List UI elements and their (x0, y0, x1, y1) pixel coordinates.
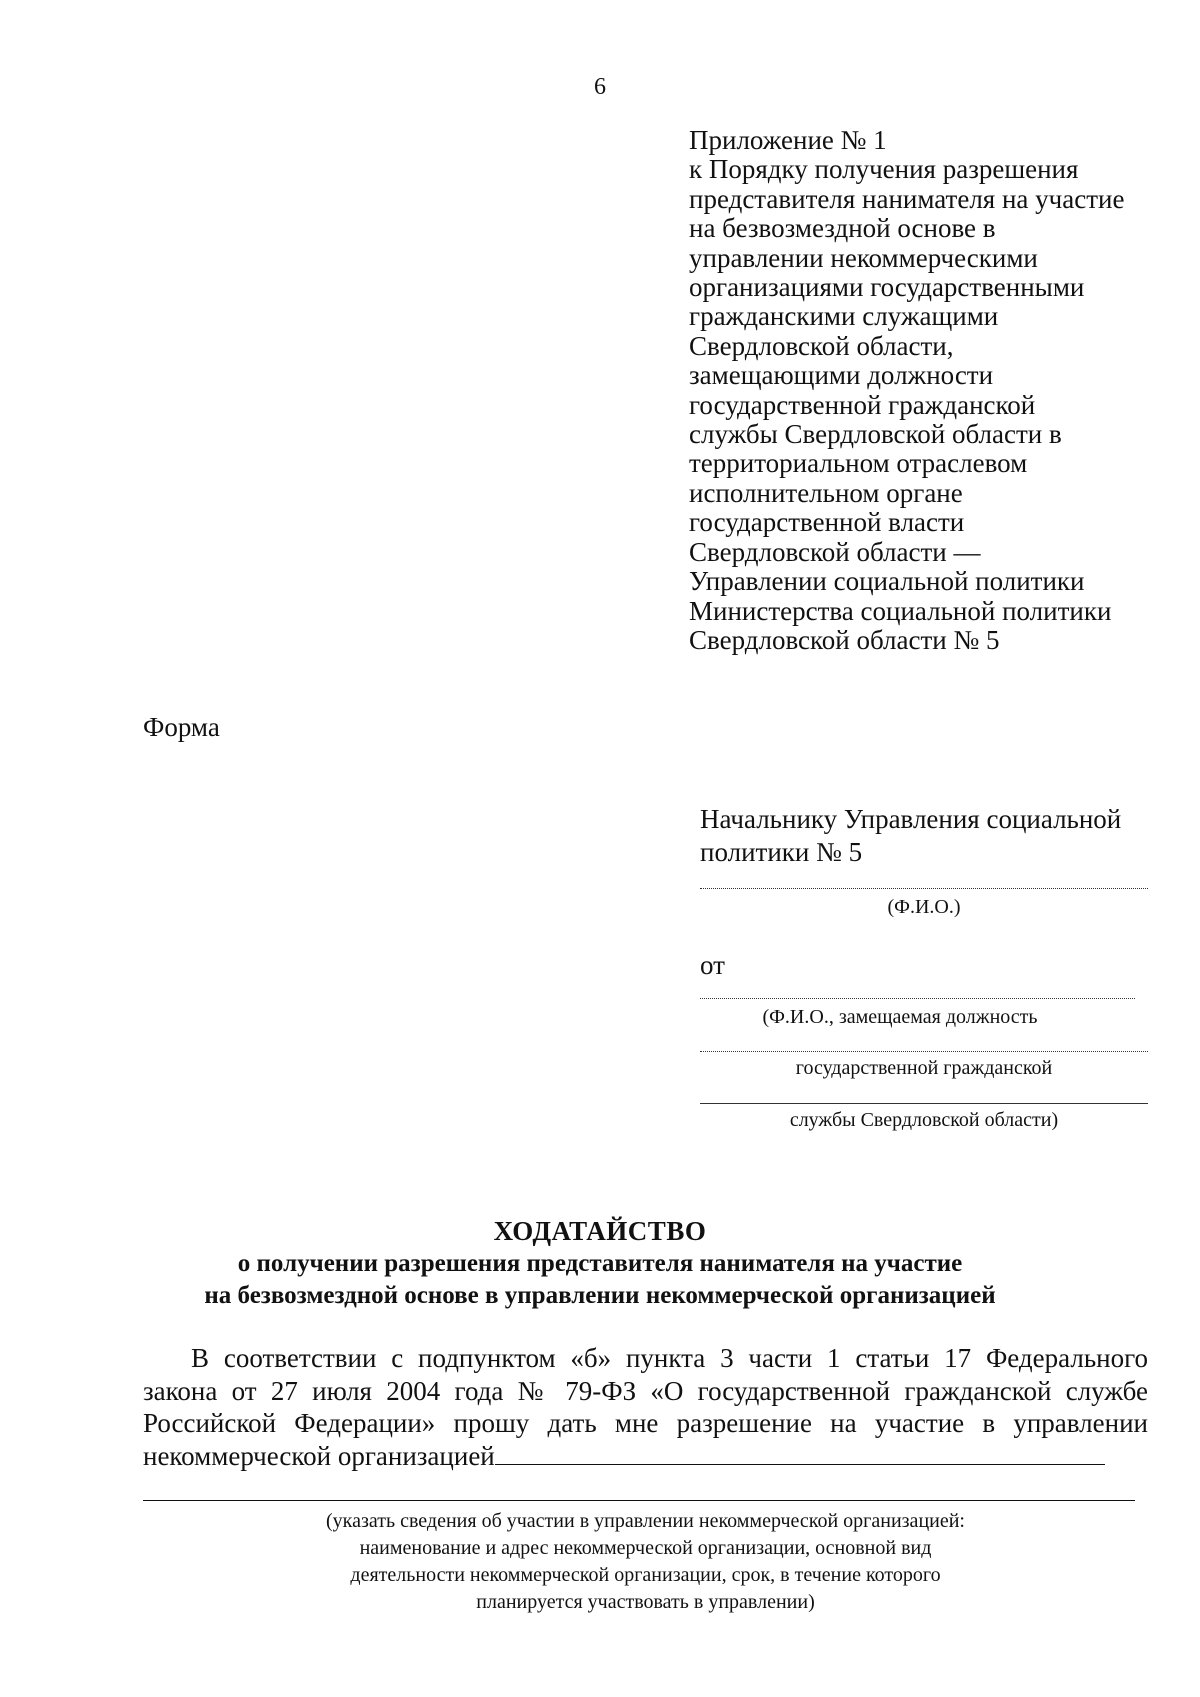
appendix-line: к Порядку получения разрешения (689, 154, 1079, 185)
sender-caption-1: (Ф.И.О., замещаемая должность (762, 1006, 1038, 1028)
appendix-line: представителя нанимателя на участие (689, 183, 1125, 214)
appendix-header (689, 126, 1189, 655)
appendix-line: службы Свердловской области в (689, 419, 1062, 450)
body-line: Российской Федерации» прошу дать мне разрешение на участие в управлении (143, 1408, 1148, 1438)
sender-blank-line-1[interactable] (700, 998, 1135, 999)
instruction-note (143, 1508, 1148, 1616)
appendix-line: Свердловской области № 5 (689, 624, 1000, 655)
body-line-last (143, 1440, 1148, 1473)
note-line: планируется участвовать в управлении) (476, 1591, 815, 1613)
organization-fill-line[interactable] (495, 1440, 1105, 1465)
body-line: В соответствии с подпунктом «б» пункта 3 части 1 статьи 17 Федерального (191, 1343, 1148, 1373)
sender-caption-2: государственной гражданской (795, 1057, 1053, 1079)
appendix-line: Министерства социальной политики (689, 595, 1112, 626)
organization-blank-line[interactable] (143, 1500, 1135, 1501)
form-label: Форма (143, 712, 220, 742)
appendix-line: замещающими должности (689, 360, 994, 391)
appendix-line: Свердловской области — (689, 536, 981, 567)
appendix-line: управлении некоммерческими (689, 242, 1038, 273)
addressee-line: политики № 5 (700, 837, 863, 867)
appendix-line: Свердловской области, (689, 330, 954, 361)
petition-subtitle: о получении разрешения представителя нанимателя на участие (237, 1250, 963, 1277)
appendix-line: организациями государственными (689, 272, 1085, 303)
sender-blank-line-3[interactable] (700, 1103, 1148, 1104)
appendix-line: на безвозмездной основе в (689, 213, 996, 244)
from-label: от (700, 950, 725, 980)
body-line-text: некоммерческой организацией (143, 1440, 495, 1471)
addressee-block (700, 803, 1160, 869)
note-line: деятельности некоммерческой организации, срок, в течение которого (350, 1564, 941, 1586)
appendix-line: государственной власти (689, 507, 965, 538)
fio-caption: (Ф.И.О.) (887, 896, 961, 918)
body-line: закона от 27 июля 2004 года № 79-ФЗ «О государственной гражданской службе (143, 1375, 1148, 1406)
fio-blank-line[interactable] (700, 888, 1148, 889)
appendix-line: Приложение № 1 (689, 125, 887, 155)
note-line: наименование и адрес некоммерческой организации, основной вид (359, 1537, 932, 1559)
petition-body (143, 1342, 1148, 1472)
appendix-line: территориальном отраслевом (689, 448, 1028, 479)
note-line: (указать сведения об участии в управлении некоммерческой организацией: (326, 1510, 965, 1532)
sender-blank-line-2[interactable] (700, 1051, 1148, 1052)
appendix-line: исполнительном органе (689, 477, 963, 508)
sender-caption-3: службы Свердловской области) (789, 1109, 1059, 1131)
appendix-line: Управлении социальной политики (689, 566, 1085, 597)
page-number: 6 (594, 74, 606, 100)
appendix-line: государственной гражданской (689, 389, 1036, 420)
addressee-line: Начальнику Управления социальной (700, 804, 1122, 834)
petition-subtitle: на безвозмездной основе в управлении некоммерческой организацией (204, 1282, 996, 1309)
petition-title: ХОДАТАЙСТВО (493, 1216, 707, 1246)
appendix-line: гражданскими служащими (689, 301, 999, 332)
